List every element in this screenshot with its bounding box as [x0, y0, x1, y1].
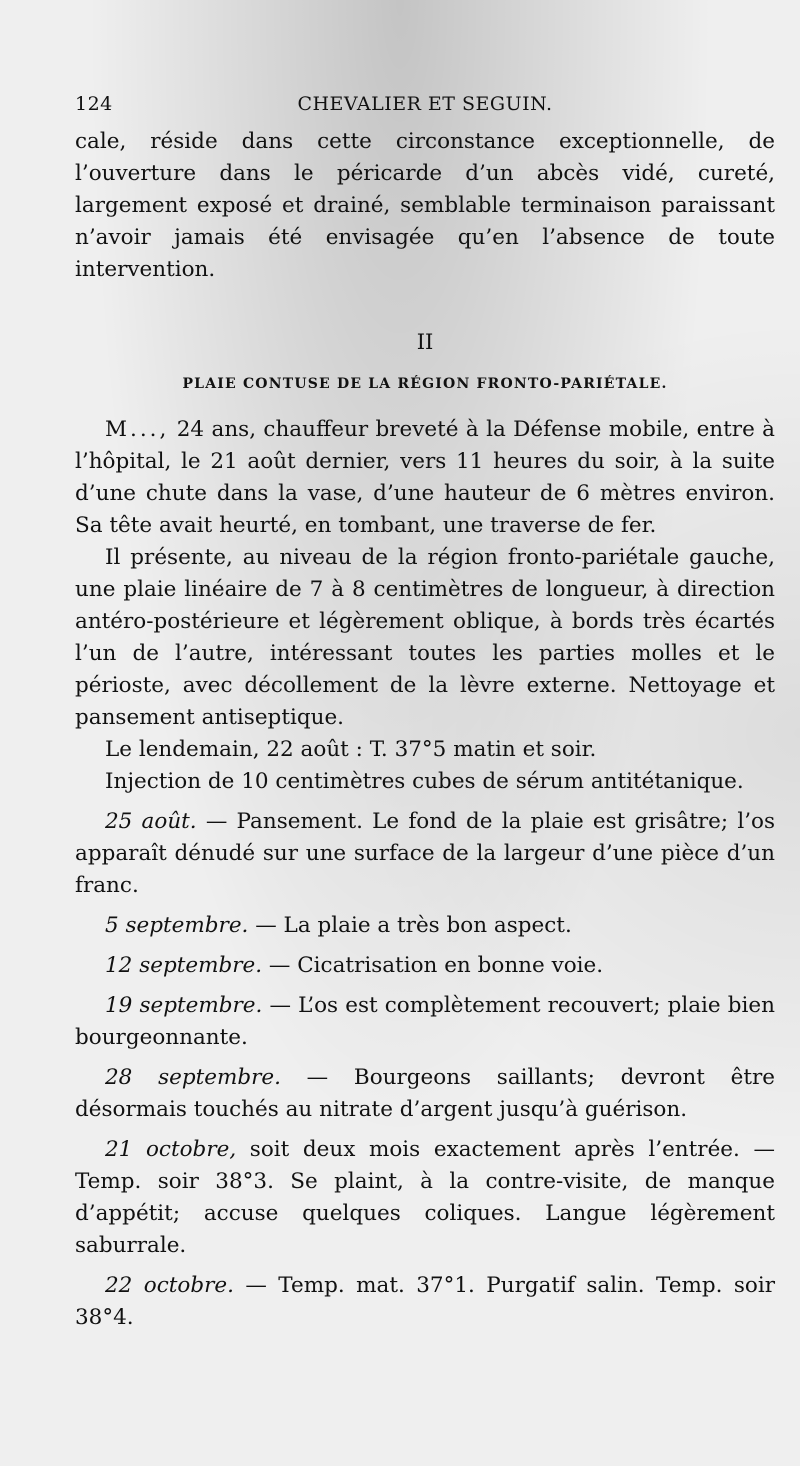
page-number: 124 [75, 93, 113, 115]
section-number: II [416, 330, 434, 354]
entry-text: — Cicatrisation en bonne voie. [262, 953, 604, 978]
case-admission-paragraph [75, 414, 775, 542]
entry-text: soit deux mois exactement après l’entrée. — Temp. soir 38°3. Se plaint, à la contre-visite, de manque d’appétit; accuse quelques coliques. Langue légèrement saburrale. [75, 1137, 775, 1258]
section-title: PLAIE CONTUSE DE LA RÉGION FRONTO-PARIÉTALE. [182, 376, 668, 392]
case-findings-paragraph: Il présente, au niveau de la région fronto-pariétale gauche, une plaie linéaire de 7 à 8 centimètres de longueur, à direction antéro-postérieure et légèrement oblique, à bords très écartés l’un de l’autre, intéressant toutes les parties molles et le périoste, avec décollement de la lèvre externe. Nettoyage et pansement antiseptique. [75, 545, 775, 730]
entry-date: 12 septembre. [105, 953, 263, 978]
running-title: CHEVALIER ET SEGUIN. [297, 93, 553, 115]
entry-text: — Pansement. Le fond de la plaie est grisâtre; l’os apparaît dénudé sur une surface de la largeur d’une pièce d’un franc. [75, 809, 776, 898]
entry-date: 5 septembre. [105, 913, 249, 938]
entry-date: 25 août. [105, 809, 197, 834]
entry-date: 19 septembre. [105, 993, 263, 1018]
entry-paragraph [75, 806, 775, 902]
patient-initial: M..., [105, 417, 170, 442]
entry-text: — Temp. mat. 37°1. Purgatif salin. Temp. soir 38°4. [75, 1273, 775, 1330]
entry-paragraph [75, 950, 775, 982]
entry-date: 21 octobre, [105, 1137, 237, 1162]
case-admission-text: 24 ans, chauffeur breveté à la Défense mobile, entre à l’hôpital, le 21 août dernier, vers 11 heures du soir, à la suite d’une chute dans la vase, d’une hauteur de 6 mètres environ. Sa tête avait heurté, en tombant, une traverse de fer. [75, 417, 775, 538]
running-head [75, 88, 775, 122]
entry-paragraph [75, 990, 775, 1054]
entry-text: — La plaie a très bon aspect. [248, 913, 572, 938]
entry-date: 28 septembre. [105, 1065, 281, 1090]
entry-date: 22 octobre. [105, 1273, 234, 1298]
entry-paragraph [75, 910, 775, 942]
next-day-paragraph: Le lendemain, 22 août : T. 37°5 matin et soir. [105, 737, 597, 762]
entry-text: — L’os est complètement recouvert; plaie bien bourgeonnante. [75, 993, 776, 1050]
entry-paragraph [75, 1270, 775, 1334]
intro-paragraph: cale, réside dans cette circonstance exceptionnelle, de l’ouverture dans le péricarde d’un abcès vidé, cureté, largement exposé et drainé, semblable terminaison paraissant n’avoir jamais été envisagée qu’en l’absence de toute intervention. [75, 129, 775, 282]
injection-paragraph: Injection de 10 centimètres cubes de sérum antitétanique. [105, 769, 744, 794]
entry-paragraph [75, 1134, 775, 1262]
book-page [75, 88, 775, 1334]
entry-text: — Bourgeons saillants; devront être désormais touchés au nitrate d’argent jusqu’à guérison. [75, 1065, 775, 1122]
entry-paragraph [75, 1062, 775, 1126]
